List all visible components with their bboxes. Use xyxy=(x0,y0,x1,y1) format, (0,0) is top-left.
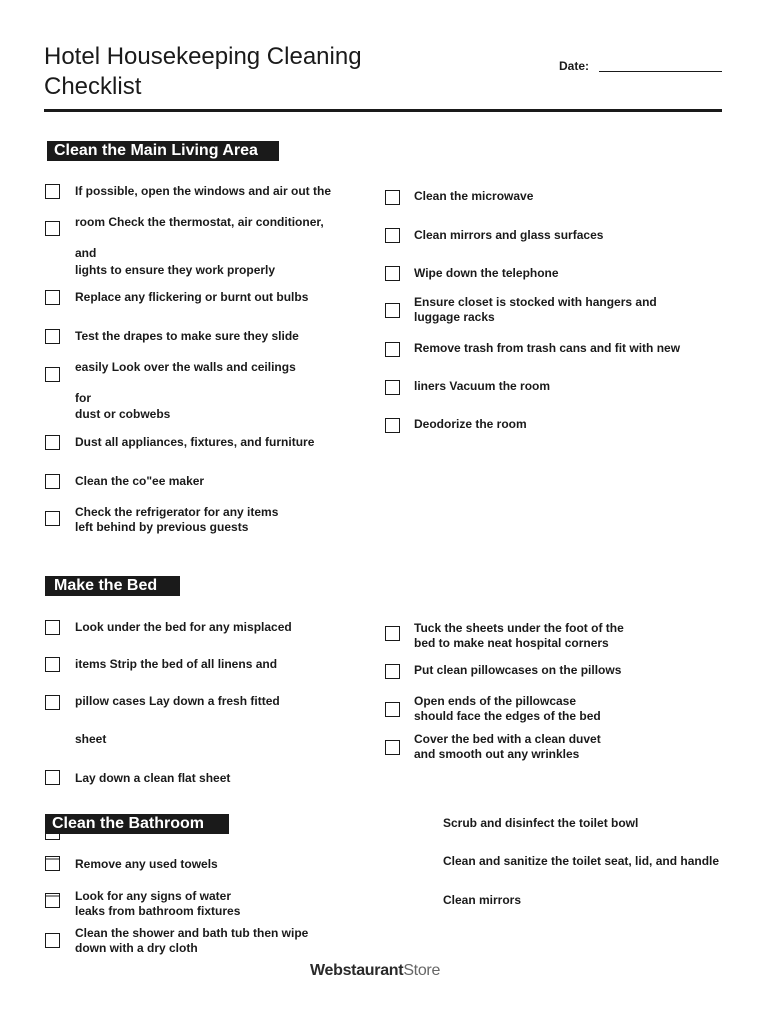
item-text: room Check the thermostat, air conditioner, xyxy=(75,215,324,229)
item-text: Look under the bed for any misplaced xyxy=(75,620,292,634)
checkbox-trash[interactable] xyxy=(385,342,400,357)
checkbox-towels-row[interactable] xyxy=(45,856,60,871)
item-text: Clean the shower and bath tub then wipe xyxy=(75,926,309,940)
item-text: If possible, open the windows and air out the xyxy=(75,184,332,198)
item-text: Clean the microwave xyxy=(414,189,534,203)
item-text: Deodorize the room xyxy=(414,417,527,431)
item-text: Lay down a clean flat sheet xyxy=(75,771,231,785)
item-text: should face the edges of the bed xyxy=(414,709,601,723)
item-text: luggage racks xyxy=(414,310,495,324)
checkbox-pillowcase-ends[interactable] xyxy=(385,702,400,717)
checkbox-strip-bed[interactable] xyxy=(45,657,60,672)
item-text: Clean mirrors xyxy=(443,893,522,907)
section-header-bath: Clean the Bathroom xyxy=(45,814,229,834)
item-text: Remove trash from trash cans and fit with new xyxy=(414,341,681,355)
item-text: Clean the co"ee maker xyxy=(75,474,205,488)
brand-light: Store xyxy=(403,962,441,979)
item-text: down with a dry cloth xyxy=(75,941,198,955)
page-title xyxy=(44,42,464,102)
checkbox-refrigerator[interactable] xyxy=(45,511,60,526)
title-line-1: Hotel Housekeeping Cleaning xyxy=(44,43,362,70)
checkbox-coffee-maker[interactable] xyxy=(45,474,60,489)
item-text: Check the refrigerator for any items xyxy=(75,505,279,519)
item-text: Look for any signs of water xyxy=(75,889,232,903)
item-text: liners Vacuum the room xyxy=(414,379,551,393)
section-header-living: Clean the Main Living Area xyxy=(47,141,279,161)
checkbox-flat-sheet[interactable] xyxy=(45,770,60,785)
item-text: Cover the bed with a clean duvet xyxy=(414,732,601,746)
checkbox-vacuum[interactable] xyxy=(385,380,400,395)
checkbox-deodorize[interactable] xyxy=(385,418,400,433)
checkbox-microwave[interactable] xyxy=(385,190,400,205)
item-text: lights to ensure they work properly xyxy=(75,263,276,277)
checkbox-walls[interactable] xyxy=(45,367,60,382)
item-text: and xyxy=(75,246,97,260)
checkbox-mirrors-glass[interactable] xyxy=(385,228,400,243)
brand-bold: Webstaurant xyxy=(310,962,404,979)
item-text: Ensure closet is stocked with hangers and xyxy=(414,295,657,309)
item-text: Wipe down the telephone xyxy=(414,266,559,280)
checkbox-bulbs[interactable] xyxy=(45,290,60,305)
item-text: easily Look over the walls and ceilings xyxy=(75,360,296,374)
item-text: for xyxy=(75,391,91,405)
checkbox-shower[interactable] xyxy=(45,933,60,948)
checkbox-open-windows[interactable] xyxy=(45,184,60,199)
checkbox-tuck-sheets[interactable] xyxy=(385,626,400,641)
item-text: Replace any flickering or burnt out bulbs xyxy=(75,290,309,304)
item-text: left behind by previous guests xyxy=(75,520,249,534)
checkbox-fitted-sheet[interactable] xyxy=(45,695,60,710)
item-text: Clean mirrors and glass surfaces xyxy=(414,228,604,242)
brand-logo xyxy=(310,962,440,980)
item-text: pillow cases Lay down a fresh fitted xyxy=(75,694,280,708)
item-text: bed to make neat hospital corners xyxy=(414,636,609,650)
item-text: dust or cobwebs xyxy=(75,407,171,421)
item-text: leaks from bathroom fixtures xyxy=(75,904,241,918)
item-text: Clean and sanitize the toilet seat, lid, and handle xyxy=(443,854,720,868)
date-input-line[interactable] xyxy=(599,71,722,72)
header-rule xyxy=(44,109,722,112)
checkbox-drapes[interactable] xyxy=(45,329,60,344)
checkbox-pillowcases[interactable] xyxy=(385,664,400,679)
date-label: Date: xyxy=(559,59,590,73)
title-line-2: Checklist xyxy=(44,73,142,100)
checkbox-towels[interactable] xyxy=(45,856,60,871)
checkbox-closet[interactable] xyxy=(385,303,400,318)
item-text: sheet xyxy=(75,732,107,746)
section-header-bed: Make the Bed xyxy=(45,576,180,596)
item-text: Dust all appliances, fixtures, and furniture xyxy=(75,435,315,449)
checkbox-dust[interactable] xyxy=(45,435,60,450)
checkbox-leaks-row[interactable] xyxy=(45,893,60,908)
item-text: Open ends of the pillowcase xyxy=(414,694,577,708)
item-text: Scrub and disinfect the toilet bowl xyxy=(443,816,639,830)
checkbox-under-bed[interactable] xyxy=(45,620,60,635)
checkbox-duvet[interactable] xyxy=(385,740,400,755)
item-text: and smooth out any wrinkles xyxy=(414,747,580,761)
item-text: Put clean pillowcases on the pillows xyxy=(414,663,622,677)
checkbox-thermostat[interactable] xyxy=(45,221,60,236)
checkbox-bath-partial[interactable] xyxy=(45,829,60,840)
item-text: items Strip the bed of all linens and xyxy=(75,657,278,671)
item-text: Test the drapes to make sure they slide xyxy=(75,329,299,343)
item-text: Tuck the sheets under the foot of the xyxy=(414,621,624,635)
checkbox-telephone[interactable] xyxy=(385,266,400,281)
item-text: Remove any used towels xyxy=(75,857,218,871)
checkbox-leaks[interactable] xyxy=(45,893,60,908)
